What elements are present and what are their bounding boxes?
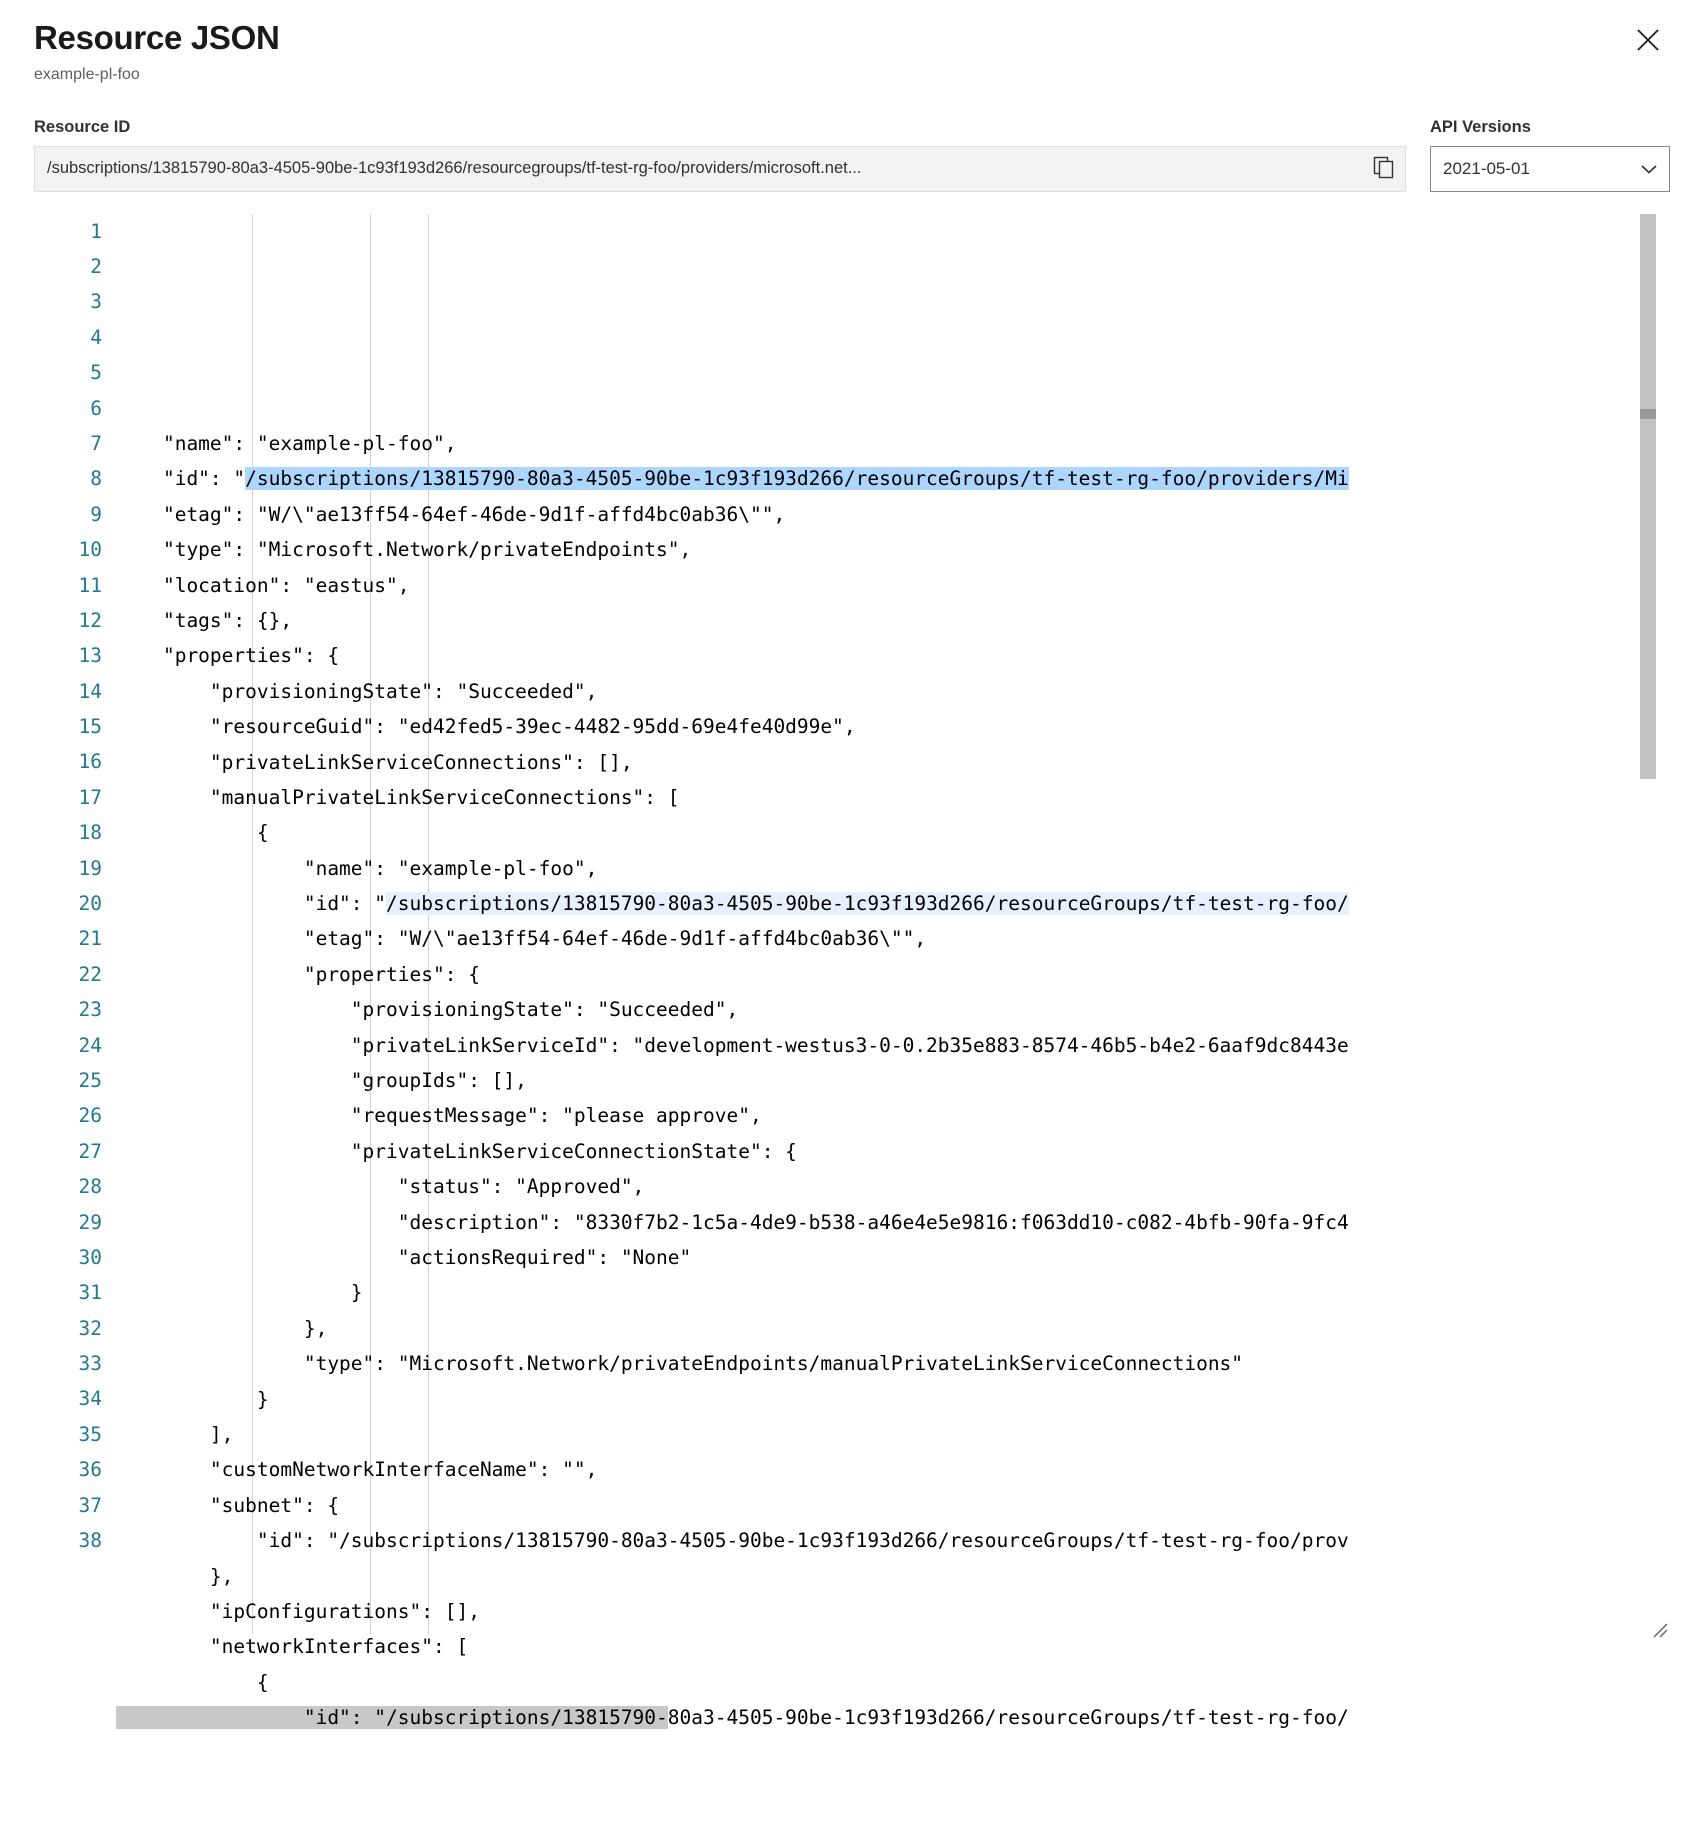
line-number: 24	[78, 1033, 102, 1057]
line-number: 35	[78, 1422, 102, 1446]
line-number: 18	[78, 821, 102, 845]
code-line: "provisioningState": "Succeeded",	[116, 998, 739, 1022]
line-number: 19	[78, 856, 102, 880]
code-line: }	[116, 1281, 363, 1305]
code-line: "privateLinkServiceConnections": [],	[116, 750, 633, 774]
editor-lines	[116, 391, 1670, 1736]
editor-scrollbar-marker	[1640, 409, 1656, 419]
line-number: 27	[78, 1139, 102, 1163]
code-line: "requestMessage": "please approve",	[116, 1104, 762, 1128]
line-number: 23	[78, 998, 102, 1022]
code-line: "name": "example-pl-foo",	[116, 856, 598, 880]
code-line: "resourceGuid": "ed42fed5-39ec-4482-95dd-69e4fe40d99e",	[116, 715, 856, 739]
resource-id-input-wrap	[34, 146, 1406, 192]
code-line: "ipConfigurations": [],	[116, 1599, 480, 1623]
line-number: 22	[78, 962, 102, 986]
code-line: "subnet": {	[116, 1493, 340, 1517]
resource-id-label: Resource ID	[34, 117, 131, 136]
json-editor[interactable]	[34, 214, 1670, 1730]
code-line: },	[116, 1564, 234, 1588]
line-number: 29	[78, 1210, 102, 1234]
line-number: 36	[78, 1458, 102, 1482]
line-number: 33	[78, 1352, 102, 1376]
code-line: "id": "/subscriptions/13815790-80a3-4505-90be-1c93f193d266/resourceGroups/tf-test-rg-foo/prov	[116, 1529, 1349, 1553]
line-number: 31	[78, 1281, 102, 1305]
chevron-down-icon	[1629, 163, 1669, 175]
code-line: "customNetworkInterfaceName": "",	[116, 1458, 598, 1482]
code-line: },	[116, 1316, 328, 1340]
code-line: "description": "8330f7b2-1c5a-4de9-b538-a46e4e5e9816:f063dd10-c082-4bfb-90fa-9fc4	[116, 1210, 1349, 1234]
line-number: 12	[78, 608, 102, 632]
line-number: 8	[90, 467, 102, 491]
close-button[interactable]	[1626, 18, 1670, 62]
line-number: 34	[78, 1387, 102, 1411]
copy-icon	[1372, 155, 1396, 182]
code-line: "privateLinkServiceId": "development-westus3-0-0.2b35e883-8574-46b5-b4e2-6aaf9dc8443e	[116, 1033, 1349, 1057]
close-icon	[1635, 27, 1661, 53]
api-versions-selected-value: 2021-05-01	[1443, 158, 1530, 178]
code-line: "manualPrivateLinkServiceConnections": [	[116, 785, 680, 809]
api-versions-label: API Versions	[1430, 117, 1531, 136]
code-line: "tags": {},	[116, 608, 293, 632]
line-number: 20	[78, 892, 102, 916]
line-number: 2	[90, 254, 102, 278]
resource-id-input[interactable]	[35, 147, 1363, 191]
line-number: 10	[78, 538, 102, 562]
code-line: "properties": {	[116, 962, 480, 986]
line-number: 16	[78, 750, 102, 774]
code-line: "id": "/subscriptions/13815790-80a3-4505-90be-1c93f193d266/resourceGroups/tf-test-rg-foo/	[116, 1706, 1349, 1730]
code-line: {	[116, 1670, 269, 1694]
editor-code-area[interactable]	[116, 214, 1670, 1730]
line-number: 11	[78, 573, 102, 597]
code-line: "type": "Microsoft.Network/privateEndpoints",	[116, 538, 692, 562]
line-number: 6	[90, 396, 102, 420]
code-line: {	[116, 821, 269, 845]
line-number: 15	[78, 715, 102, 739]
code-line: "provisioningState": "Succeeded",	[116, 679, 598, 703]
line-number: 37	[78, 1493, 102, 1517]
code-line: "groupIds": [],	[116, 1069, 527, 1093]
resize-grip[interactable]	[1650, 1614, 1668, 1632]
page-title: Resource JSON	[34, 19, 280, 56]
line-number: 32	[78, 1316, 102, 1340]
code-line: "status": "Approved",	[116, 1175, 645, 1199]
editor-line-numbers	[34, 214, 116, 1634]
line-number: 13	[78, 644, 102, 668]
line-number: 5	[90, 361, 102, 385]
fields-row	[34, 118, 1670, 192]
panel-subtitle: example-pl-foo	[34, 65, 140, 83]
editor-vertical-scrollbar[interactable]	[1640, 214, 1656, 779]
line-number: 17	[78, 785, 102, 809]
code-line: "privateLinkServiceConnectionState": {	[116, 1139, 797, 1163]
api-versions-select[interactable]	[1430, 146, 1670, 192]
code-line: "actionsRequired": "None"	[116, 1246, 692, 1269]
line-number: 3	[90, 290, 102, 314]
panel-header	[34, 0, 1670, 84]
code-line: }	[116, 1387, 269, 1411]
code-line: "properties": {	[116, 644, 340, 668]
line-number: 26	[78, 1104, 102, 1128]
resource-id-field	[34, 118, 1406, 192]
code-line: "networkInterfaces": [	[116, 1635, 469, 1659]
code-line: "etag": "W/\"ae13ff54-64ef-46de-9d1f-affd4bc0ab36\"",	[116, 502, 786, 526]
line-number: 30	[78, 1245, 102, 1269]
code-line: "name": "example-pl-foo",	[116, 432, 457, 456]
line-number: 4	[90, 325, 102, 349]
api-versions-field	[1430, 118, 1670, 192]
line-number: 1	[90, 219, 102, 243]
code-line: "id": "/subscriptions/13815790-80a3-4505-90be-1c93f193d266/resourceGroups/tf-test-rg-foo/	[116, 892, 1349, 916]
copy-resource-id-button[interactable]	[1363, 147, 1405, 191]
line-number: 14	[78, 679, 102, 703]
code-line: "location": "eastus",	[116, 573, 410, 597]
line-number: 38	[78, 1529, 102, 1553]
line-number: 28	[78, 1175, 102, 1199]
code-line: "etag": "W/\"ae13ff54-64ef-46de-9d1f-affd4bc0ab36\"",	[116, 927, 927, 951]
code-line	[116, 391, 1670, 426]
line-number: 9	[90, 502, 102, 526]
code-line: "id": "/subscriptions/13815790-80a3-4505-90be-1c93f193d266/resourceGroups/tf-test-rg-foo/providers/Mi	[116, 467, 1349, 491]
line-number: 7	[90, 431, 102, 455]
line-number: 21	[78, 927, 102, 951]
line-number: 25	[78, 1068, 102, 1092]
code-line: "type": "Microsoft.Network/privateEndpoints/manualPrivateLinkServiceConnections"	[116, 1352, 1244, 1376]
code-line: ],	[116, 1422, 234, 1446]
